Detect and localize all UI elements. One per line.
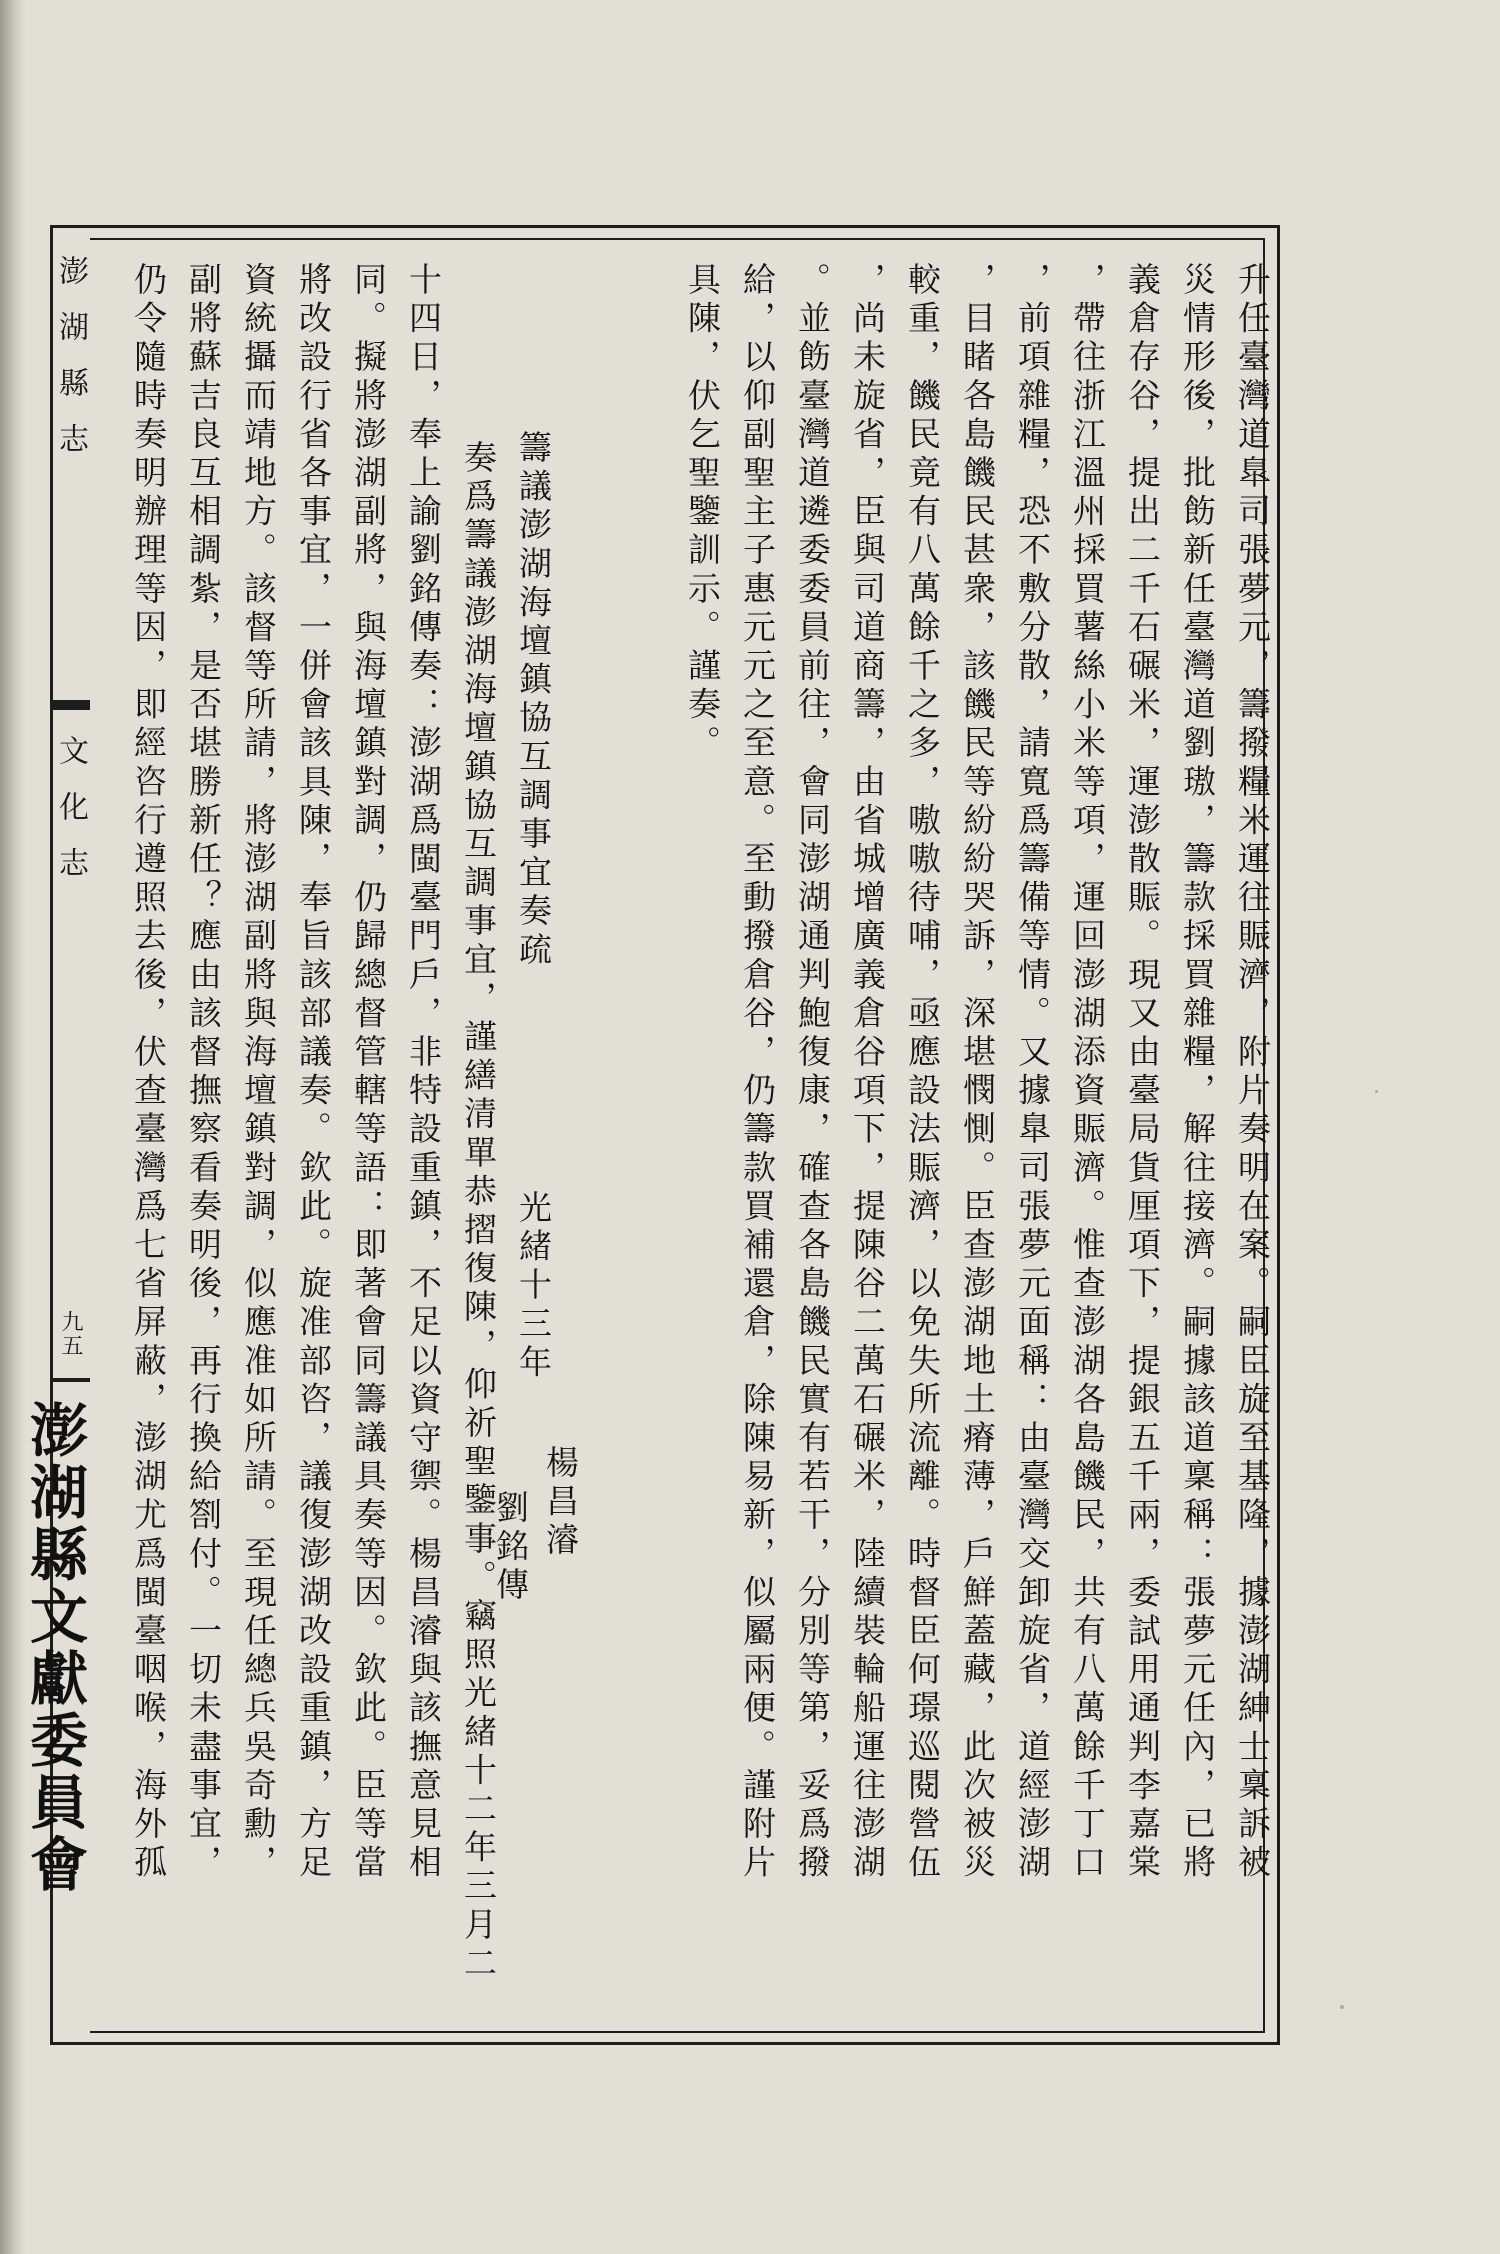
scan-speck xyxy=(1340,2005,1344,2009)
memorial-title: 籌議澎湖海壇鎮協互調事宜奏疏 xyxy=(514,430,553,971)
memorial-text-column: 副將蘇吉良互相調紮，是否堪勝新任？應由該督撫察看奏明後，再行換給劄付。一切未盡事宜， xyxy=(184,262,223,1884)
scan-speck xyxy=(1375,1090,1378,1093)
margin-rule xyxy=(50,1378,90,1382)
page-number: 九五 xyxy=(58,1310,83,1358)
memorial-text-column: 同。擬將澎湖副將，與海壇鎮對調，仍歸總督管轄等語：即著會同籌議具奏等因。欽此。臣等當 xyxy=(349,262,388,1884)
memorial-text-column: 仍令隨時奏明辦理等因，即經咨行遵照去後，伏查臺灣爲七省屏蔽，澎湖尤爲閩臺咽喉，海外孤 xyxy=(129,262,168,1884)
memorial-author: 楊昌濬 xyxy=(541,1445,580,1561)
memorial-text-column: 資統攝而靖地方。該督等所請，將澎湖副將與海壇鎮對調，似應准如所請。至現任總兵吳奇勳， xyxy=(239,262,278,1884)
memorial-text-column: 將改設行省各事宜，一併會該具陳，奉旨該部議奏。欽此。旋准部咨，議復澎湖改設重鎮，方足 xyxy=(294,262,333,1884)
binding-edge xyxy=(0,0,26,2254)
memorial-text-column: 十四日，奉上諭劉銘傳奏：澎湖爲閩臺門戶，非特設重鎮，不足以資守禦。楊昌濬與該撫意見相 xyxy=(404,262,443,1884)
text-column: 具陳，伏乞聖鑒訓示。謹奏。 xyxy=(683,262,722,764)
text-column: 。並飭臺灣道遴委委員前往，會同澎湖通判鮑復康，確查各島饑民實有若干，分別等第，妥爲撥 xyxy=(793,262,832,1884)
text-column: ，前項雜糧，恐不敷分散，請寬爲籌備等情。又據臯司張夢元面稱：由臺灣交卸旋省，道經澎湖 xyxy=(1013,262,1052,1884)
text-column: ，目睹各島饑民甚衆，該饑民等紛紛哭訴，深堪憫惻。臣查澎湖地土瘠薄，戶鮮蓋藏，此次被災 xyxy=(958,262,997,1884)
memorial-text-column: 奏爲籌議澎湖海壇鎮協互調事宜，謹繕清單恭摺復陳，仰祈聖鑒事。竊照光緒十二年三月二 xyxy=(459,440,498,1984)
text-column: 災情形後，批飭新任臺灣道劉璈，籌款採買雜糧，解往接濟。嗣據該道稟稱：張夢元任內，已將 xyxy=(1178,262,1217,1884)
text-column: ，帶往浙江溫州採買薯絲小米等項，運回澎湖添資賑濟。惟查澎湖各島饑民，共有八萬餘千丁口 xyxy=(1068,262,1107,1884)
text-column: ，尚未旋省，臣與司道商籌，由省城增廣義倉谷項下，提陳谷二萬石碾米，陸續裝輪船運往澎湖 xyxy=(848,262,887,1884)
memorial-author: 劉銘傳 xyxy=(491,1490,530,1606)
memorial-date: 光緒十三年 xyxy=(514,1190,553,1383)
book-title: 澎湖縣志 xyxy=(53,255,88,479)
publisher-name: 澎湖縣文獻委員會 xyxy=(20,1400,88,1896)
text-column: 較重，饑民竟有八萬餘千之多，嗷嗷待哺，亟應設法賑濟，以免失所流離。時督臣何璟巡閱營伍 xyxy=(903,262,942,1884)
section-title: 文化志 xyxy=(53,735,88,903)
text-column: 給，以仰副聖主子惠元元之至意。至動撥倉谷，仍籌款買補還倉，除陳易新，似屬兩便。謹附片 xyxy=(738,262,777,1884)
text-column: 義倉存谷，提出二千石碾米，運澎散賑。現又由臺局貨厘項下，提銀五千兩，委試用通判李嘉棠 xyxy=(1123,262,1162,1884)
text-column: 升任臺灣道臯司張夢元，籌撥糧米運往賑濟，附片奏明在案。嗣臣旋至基隆，據澎湖紳士稟訴被 xyxy=(1233,262,1272,1884)
margin-fishtail-mark xyxy=(50,700,90,710)
